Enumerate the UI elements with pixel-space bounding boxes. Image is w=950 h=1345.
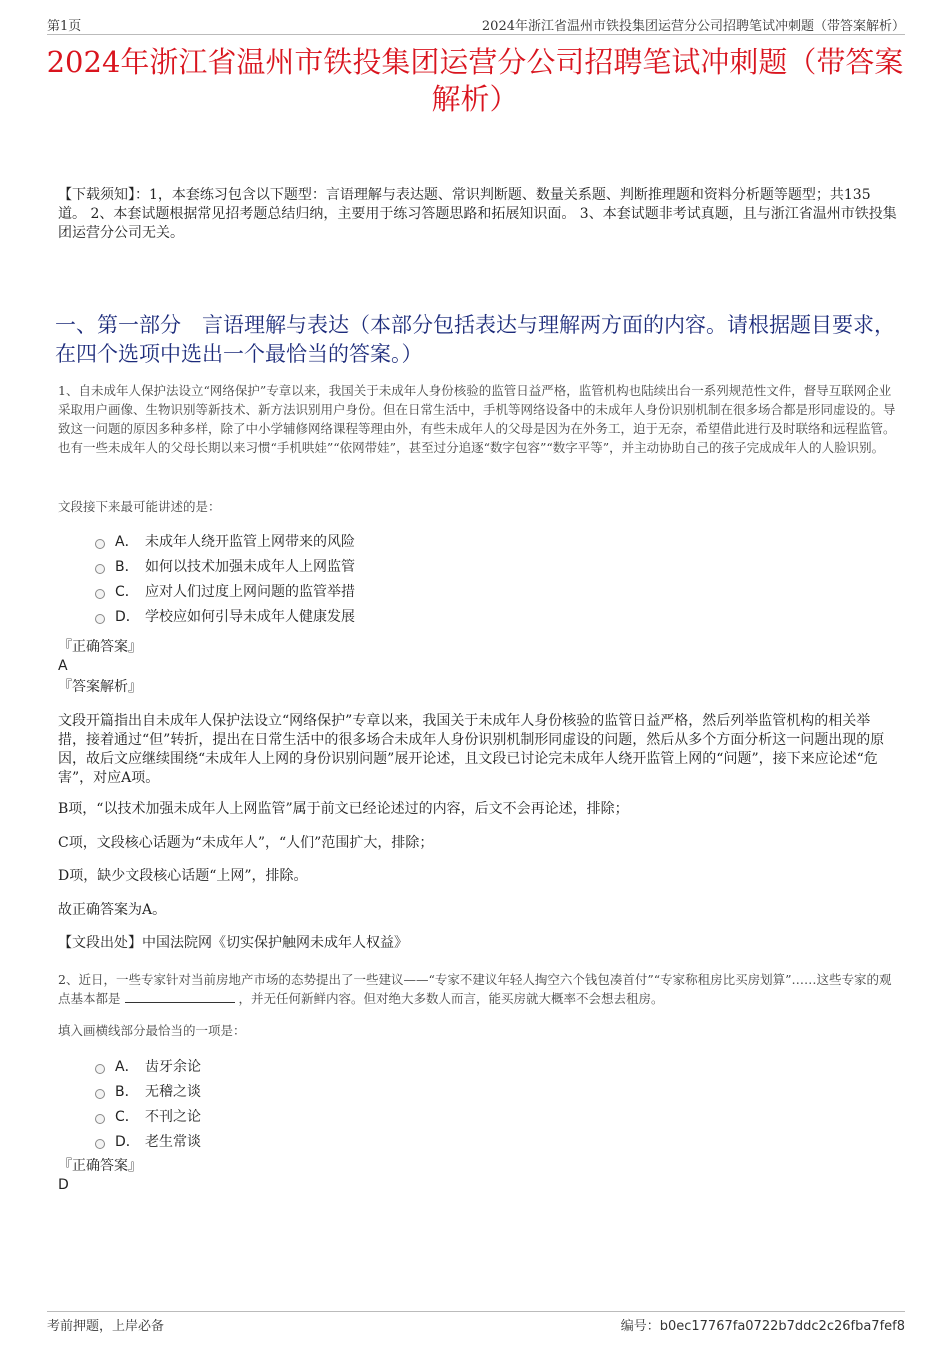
page-header (47, 12, 905, 35)
question-1-source: 【文段出处】中国法院网《切实保护触网未成年人权益》 (58, 935, 408, 951)
section-heading: 一、第一部分 言语理解与表达（本部分包括表达与理解两方面的内容。请根据题目要求，在四个选项中选出一个最恰当的答案。） (55, 313, 895, 366)
question-1-option-b[interactable]: B． 如何以技术加强未成年人上网监管 (95, 555, 695, 580)
question-2-prompt: 填入画横线部分最恰当的一项是： (58, 1023, 246, 1038)
question-1-analysis-para-1: 文段开篇指出自未成年人保护法设立“网络保护”专章以来，我国关于未成年人身份核验的监管日益严格，然后列举监管机构的相关举措，接着通过“但”转折，提出在日常生活中的很多场合未成年人身份识别机制形同虚设的问题，然后从多个方面分析这一问题出现的原因，故后文应继续围绕“未成年人上网的身份识别问题”展开论述，且文段已讨论完未成年人绕开监管上网的“问题”，接下来应论述“危害”，对应A项。 (58, 713, 885, 786)
footer-code: 编号：b0ec17767fa0722b7ddc2c26fba7fef8 (620, 1319, 905, 1334)
question-1-answer-label: 『正确答案』 (58, 639, 142, 655)
question-2-option-a[interactable]: A． 齿牙余论 (95, 1055, 695, 1080)
radio-icon[interactable] (95, 1089, 105, 1099)
question-2-answer-label: 『正确答案』 (58, 1158, 142, 1174)
question-2-answer: D (58, 1177, 69, 1193)
question-2-option-b[interactable]: B． 无稽之谈 (95, 1080, 695, 1105)
question-1-options (95, 530, 695, 630)
radio-icon[interactable] (95, 1114, 105, 1124)
document-title: 2024年浙江省温州市铁投集团运营分公司招聘笔试冲刺题（带答案解析） (46, 45, 904, 116)
question-1-option-c[interactable]: C． 应对人们过度上网问题的监管举措 (95, 580, 695, 605)
radio-icon[interactable] (95, 539, 105, 549)
download-notice: 【下载须知】：1，本套练习包含以下题型：言语理解与表达题、常识判断题、数量关系题、判断推理题和资料分析题等题型；共135道。 2、本套试题根据常见招考题总结归纳，主要用于练习答题思路和拓展知识面。 3、本套试题非考试真题，且与浙江省温州市铁投集团运营分公司无关。 (58, 187, 897, 241)
question-1-analysis-para-3: C项，文段核心话题为“未成年人”，“人们”范围扩大，排除； (58, 835, 434, 851)
question-1-analysis-label: 『答案解析』 (58, 679, 142, 695)
question-2-stem: 2、近日，一些专家针对当前房地产市场的态势提出了一些建议——“专家不建议年轻人掏空六个钱包凑首付”“专家称租房比买房划算”……这些专家的观点基本都是 ，并无任何新鲜内容。但对绝大多数人而言，能买房就大概率不会想去租房。 (58, 972, 892, 1006)
question-1-option-a[interactable]: A． 未成年人绕开监管上网带来的风险 (95, 530, 695, 555)
question-1-answer: A (58, 658, 68, 674)
page-footer (47, 1311, 905, 1340)
radio-icon[interactable] (95, 1139, 105, 1149)
page-number: 第1页 (47, 19, 82, 34)
question-2-option-c[interactable]: C． 不刊之论 (95, 1105, 695, 1130)
question-1-analysis-para-2: B项，“以技术加强未成年人上网监管”属于前文已经论述过的内容，后文不会再论述，排除； (58, 801, 629, 817)
question-2-options (95, 1055, 695, 1155)
question-2-option-d[interactable]: D． 老生常谈 (95, 1130, 695, 1155)
radio-icon[interactable] (95, 1064, 105, 1074)
question-1-analysis-para-4: D项，缺少文段核心话题“上网”，排除。 (58, 868, 308, 884)
question-1-stem: 1、自未成年人保护法设立“网络保护”专章以来，我国关于未成年人身份核验的监管日益严格，监管机构也陆续出台一系列规范性文件，督导互联网企业采取用户画像、生物识别等新技术、新方法识别用户身份。但在日常生活中，手机等网络设备中的未成年人身份识别机制在很多场合都是形同虚设的。导致这一问题的原因多种多样，除了中小学辅修网络课程等理由外，有些未成年人的父母是因为在外务工，迫于无奈，希望借此进行及时联络和远程监管。也有一些未成年人的父母长期以来习惯“手机哄娃”“依网带娃”，甚至过分追逐“数字包容”“数字平等”，并主动协助自己的孩子完成成年人的人脸识别。 (58, 383, 896, 455)
answer-blank (125, 990, 235, 1003)
question-1-prompt: 文段接下来最可能讲述的是： (58, 499, 221, 514)
header-doc-title: 2024年浙江省温州市铁投集团运营分公司招聘笔试冲刺题（带答案解析） (481, 19, 905, 34)
question-1-analysis-para-5: 故正确答案为A。 (58, 902, 167, 918)
radio-icon[interactable] (95, 614, 105, 624)
radio-icon[interactable] (95, 589, 105, 599)
question-1-option-d[interactable]: D． 学校应如何引导未成年人健康发展 (95, 605, 695, 630)
radio-icon[interactable] (95, 564, 105, 574)
footer-slogan: 考前押题，上岸必备 (47, 1319, 165, 1334)
